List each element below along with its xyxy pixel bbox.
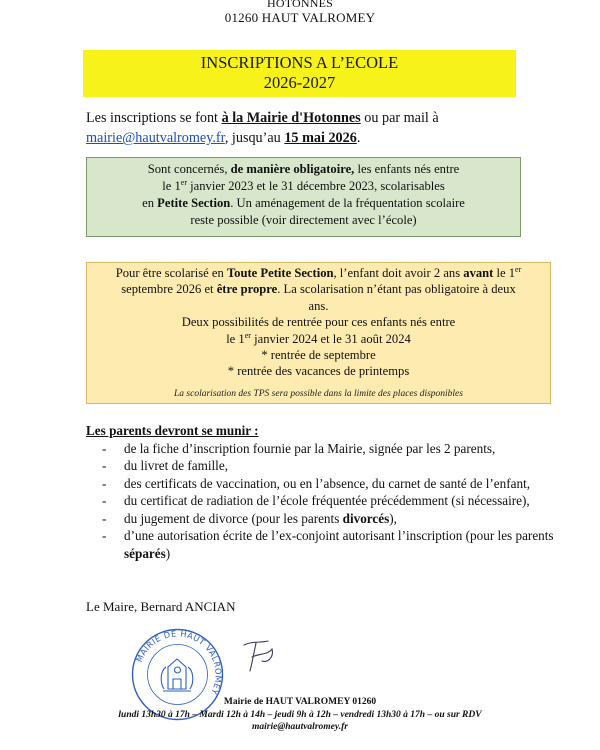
toute-petite-section-box (86, 262, 551, 404)
footer-email[interactable]: mairie@hautvalromey.fr (252, 722, 348, 732)
yellow-bold: Toute Petite Section (226, 266, 334, 280)
footer-contact (0, 696, 600, 734)
list-text: ) (165, 545, 171, 561)
yellow-bold: avant (463, 266, 494, 280)
title-year: 2026-2027 (263, 73, 336, 92)
mayor-signatory: Le Maire, Bernard ANCIAN (86, 599, 236, 614)
green-text: en (142, 196, 158, 210)
list-item (86, 527, 556, 562)
green-sup: er (180, 177, 187, 187)
list-bold: divorcés (342, 510, 390, 526)
svg-text:MAIRIE DE HAUT VALROMEY: MAIRIE DE HAUT VALROMEY (133, 628, 224, 697)
list-item: - de la fiche d’inscription fournie par la Mairie, signée par les 2 parents, (86, 440, 556, 458)
header-address: 01260 HAUT VALROMEY (224, 10, 376, 25)
list-item (86, 510, 556, 528)
required-documents (86, 422, 556, 562)
green-text: . Un aménagement de la fréquentation scolaire (230, 196, 465, 210)
yellow-text: , l’enfant doit avoir 2 ans (333, 266, 464, 280)
yellow-sup: er (244, 330, 251, 340)
yellow-sup: er (515, 264, 522, 274)
mayor-signature (238, 637, 288, 677)
intro-middle: ou par mail à (360, 110, 439, 126)
yellow-text: Pour être scolarisé en (115, 266, 227, 280)
yellow-text: le 1 (226, 331, 245, 346)
tps-note: La scolarisation des TPS sera possible dans la limite des places disponibles (174, 388, 463, 399)
yellow-line-7: * rentrée des vacances de printemps (227, 364, 410, 379)
yellow-text: septembre 2026 et (121, 282, 217, 297)
intro-paragraph (86, 108, 526, 148)
green-text: le 1 (162, 179, 181, 193)
yellow-line-4: Deux possibilités de rentrée pour ces enfants nés entre (181, 315, 456, 330)
yellow-line-2 (87, 281, 550, 297)
green-line-4: reste possible (voir directement avec l’école) (190, 213, 417, 227)
yellow-line-3: ans. (308, 298, 329, 313)
yellow-line-1 (87, 265, 550, 281)
intro-end: . (356, 130, 361, 146)
intro-prefix: Les inscriptions se font (86, 110, 222, 126)
green-line-2 (87, 178, 520, 195)
header-village: HOTONNES (266, 0, 334, 10)
intro-deadline: 15 mai 2026 (284, 130, 357, 146)
green-text: Sont concernés, (147, 162, 231, 176)
title-banner (83, 50, 516, 97)
yellow-text: janvier 2024 et le 31 août 2024 (250, 331, 411, 346)
petite-section-box (86, 157, 521, 237)
green-line-1 (87, 161, 520, 178)
list-text: du jugement de divorce (pour les parents (124, 510, 343, 526)
list-text: ), (389, 510, 397, 526)
yellow-line-5 (87, 331, 550, 347)
documents-list (86, 440, 556, 563)
documents-heading: Les parents devront se munir : (86, 423, 259, 438)
footer-address: Mairie de HAUT VALROMEY 01260 (223, 697, 377, 707)
intro-until: , jusqu’au (224, 130, 285, 146)
list-item: - des certificats de vaccination, ou en l’absence, du carnet de santé de l’enfant, (86, 475, 556, 493)
yellow-line-6: * rentrée de septembre (261, 348, 376, 363)
list-item: - du certificat de radiation de l’école fréquentée précédemment (si nécessaire), (86, 492, 556, 510)
yellow-text: le 1 (493, 266, 516, 280)
intro-email-link[interactable]: mairie@hautvalromey.fr (86, 130, 225, 146)
green-text: janvier 2023 et le 31 décembre 2023, scolarisables (187, 179, 445, 193)
yellow-bold: être propre (216, 282, 278, 297)
intro-place: à la Mairie d'Hotonnes (221, 110, 361, 126)
footer-hours: lundi 13h30 à 17h – Mardi 12h à 14h – jeudi 9h à 12h – vendredi 13h30 à 17h – ou sur RDV (118, 709, 482, 720)
list-bold: séparés (124, 545, 166, 561)
title-main: INSCRIPTIONS A L’ECOLE (200, 53, 399, 72)
green-bold: Petite Section (157, 196, 231, 210)
green-line-3 (87, 195, 520, 212)
list-item: - du livret de famille, (86, 457, 556, 475)
green-bold: de manière obligatoire, (230, 162, 355, 176)
green-text: les enfants nés entre (354, 162, 460, 176)
yellow-text: . La scolarisation n’étant pas obligatoire à deux (277, 282, 516, 297)
list-text: d’une autorisation écrite de l’ex-conjoint autorisant l’inscription (pour les parents (124, 528, 554, 543)
